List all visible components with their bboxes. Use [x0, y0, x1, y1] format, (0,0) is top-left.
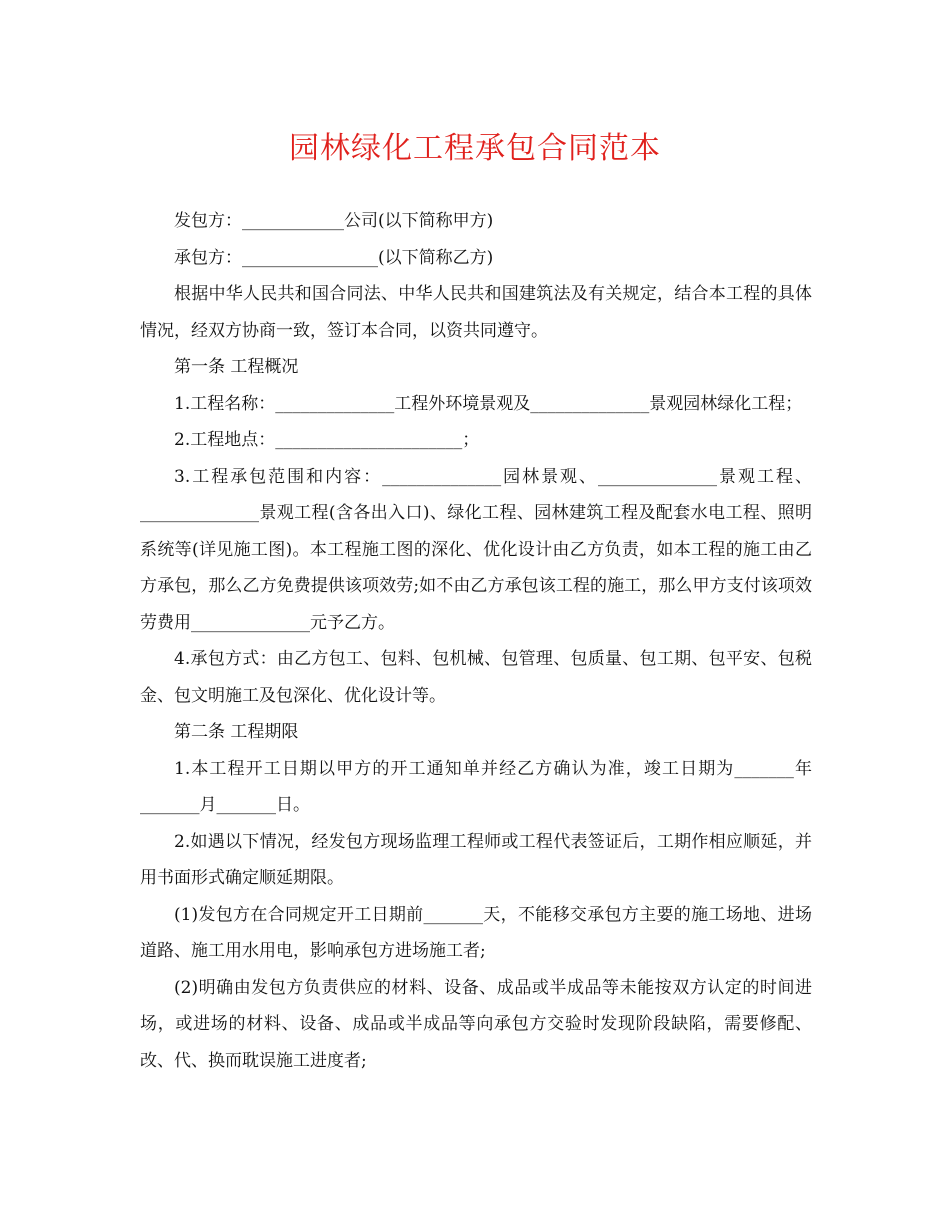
document-body	[140, 203, 812, 1079]
article-1-item-2: 2.工程地点：______________________；	[174, 430, 480, 450]
paragraph-employer: 发包方：____________公司(以下简称甲方)	[174, 211, 494, 231]
article-1-item-1: 1.工程名称：______________工程外环境景观及______________景观园林绿化工程；	[174, 393, 803, 414]
article-2-subitem-2: (2)明确由发包方负责供应的材料、设备、成品或半成品等未能按双方认定的时间进场，或进场的材料、设备、成品或半成品等向承包方交验时发现阶段缺陷，需要修配、改、代、换而耽误施工进度者;	[140, 977, 812, 1071]
document-title: 园林绿化工程承包合同范本	[289, 131, 661, 166]
article-1-heading: 第一条 工程概况	[174, 357, 299, 377]
article-2-item-2: 2.如遇以下情况，经发包方现场监理工程师或工程代表签证后，工期作相应顺延，并用书面形式确定顺延期限。	[140, 831, 812, 888]
paragraph-preamble: 根据中华人民共和国合同法、中华人民共和国建筑法及有关规定，结合本工程的具体情况，经双方协商一致，签订本合同，以资共同遵守。	[140, 284, 812, 341]
article-1-item-3: 3.工程承包范围和内容：______________园林景观、______________景观工程、______________景观工程(含各出入口)、绿化工程、园林建筑工程及配套水电工程、照明系统等(详见施工图)。本工程施工图的深化、优化设计由乙方负责，如本工程的施工由乙方承包，那么乙方免费提供该项效劳;如不由乙方承包该工程的施工，那么甲方支付该项效劳费用______________元予乙方。	[140, 466, 812, 633]
article-2-heading: 第二条 工程期限	[174, 722, 299, 742]
paragraph-contractor: 承包方：________________(以下简称乙方)	[174, 247, 494, 268]
article-2-item-1: 1.本工程开工日期以甲方的开工通知单并经乙方确认为准，竣工日期为_______年_______月_______日。	[140, 758, 812, 815]
article-1-item-4: 4.承包方式：由乙方包工、包料、包机械、包管理、包质量、包工期、包平安、包税金、包文明施工及包深化、优化设计等。	[140, 649, 812, 706]
article-2-subitem-1: (1)发包方在合同规定开工日期前_______天，不能移交承包方主要的施工场地、进场道路、施工用水用电，影响承包方进场施工者;	[140, 904, 812, 961]
